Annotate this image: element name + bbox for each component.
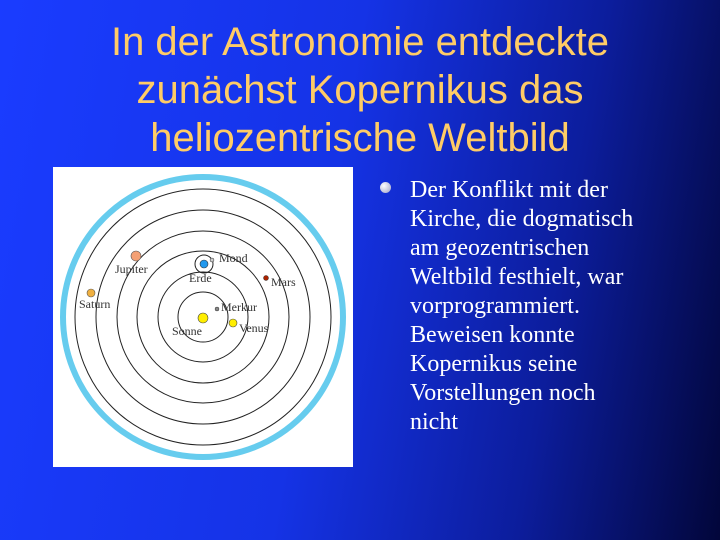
title-line-1: In der Astronomie entdeckte bbox=[110, 20, 610, 64]
bullet-icon bbox=[380, 182, 391, 193]
bullet-line-6: Beweisen konnte bbox=[410, 322, 575, 348]
jupiter-icon bbox=[131, 251, 141, 261]
label-saturn: Saturn bbox=[79, 297, 111, 311]
title-line-2: zunächst Kopernikus das bbox=[136, 68, 584, 112]
bullet-line-4: Weltbild festhielt, war bbox=[410, 264, 624, 290]
title-line-3: heliozentrische Weltbild bbox=[150, 116, 570, 160]
bullet-line-5: vorprogrammiert. bbox=[410, 293, 580, 319]
bullet-line-8: Vorstellungen noch bbox=[410, 380, 596, 406]
solar-system-svg bbox=[53, 167, 353, 467]
moon-icon bbox=[210, 258, 214, 262]
bullet-line-2: Kirche, die dogmatisch bbox=[410, 206, 634, 232]
saturn-icon bbox=[87, 289, 95, 297]
bullet-line-9: nicht bbox=[410, 409, 458, 435]
label-earth: Erde bbox=[189, 271, 212, 285]
solar-system-diagram bbox=[53, 167, 353, 467]
label-venus: Venus bbox=[239, 321, 269, 335]
slide-title bbox=[40, 18, 680, 162]
bullet-line-3: am geozentrischen bbox=[410, 235, 590, 261]
label-mercury: Merkur bbox=[221, 300, 257, 314]
sun-icon bbox=[198, 313, 208, 323]
mercury-icon bbox=[215, 307, 219, 311]
earth-icon bbox=[200, 260, 208, 268]
bullet-line-7: Kopernikus seine bbox=[410, 351, 578, 377]
mars-icon bbox=[264, 276, 269, 281]
bullet-text bbox=[410, 176, 700, 437]
label-jupiter: Jupiter bbox=[115, 262, 148, 276]
venus-icon bbox=[229, 319, 237, 327]
label-mars: Mars bbox=[271, 275, 296, 289]
label-moon: Mond bbox=[219, 251, 248, 265]
bullet-line-1: Der Konflikt mit der bbox=[410, 177, 608, 203]
label-sun: Sonne bbox=[172, 324, 202, 338]
